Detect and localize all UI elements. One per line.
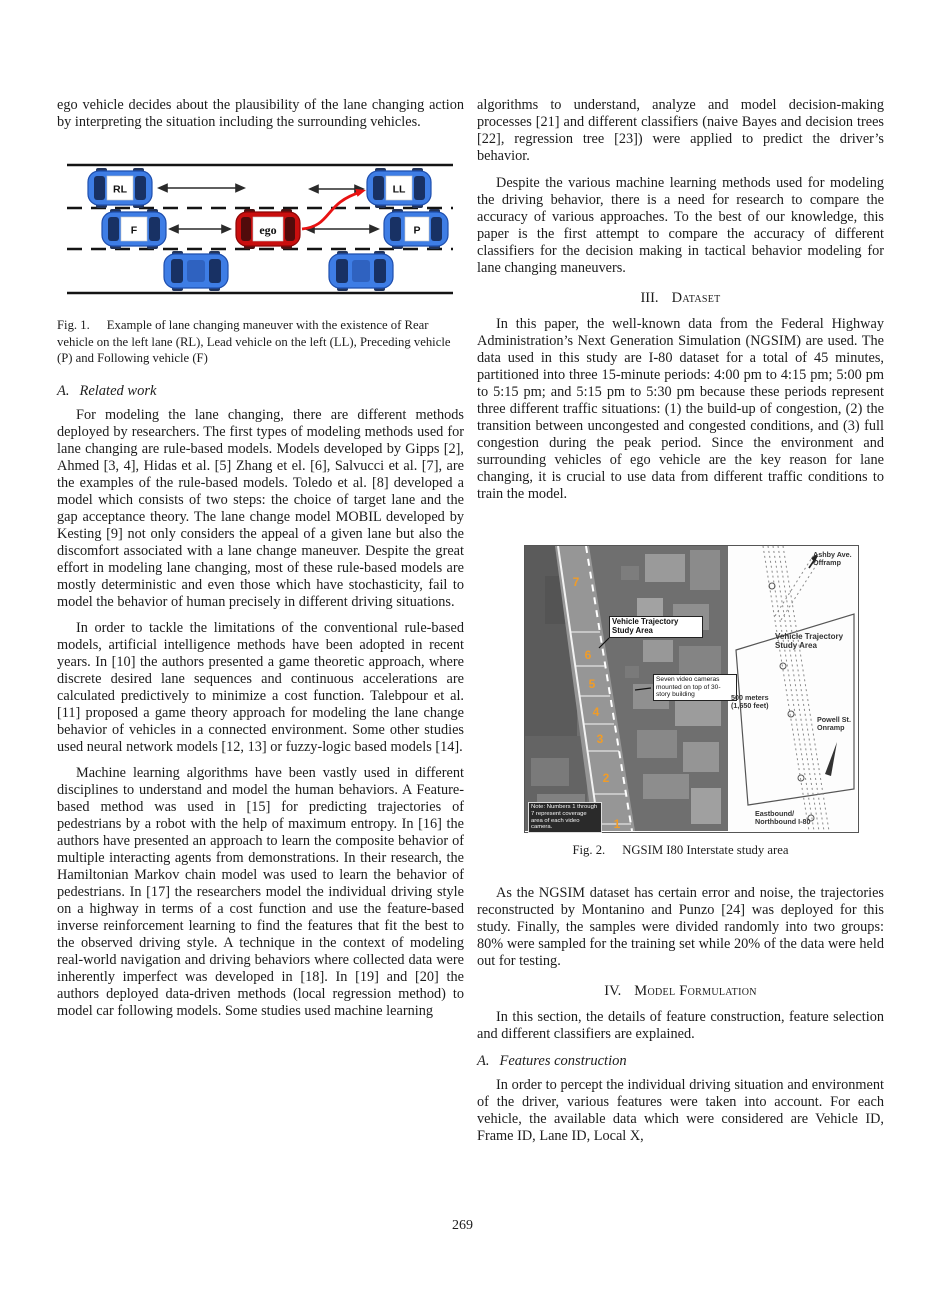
paragraph: In order to tackle the limitations of the conventional rule-based models, artificial intelligence methods have been adopted in recent years. In [10] the authors presented a game theoretic approach, where discrete desired lane sequences and continuous accelerations are calculated predictively to minimize a cost function. Talebpour et al. [11] proposed a game theory approach for modeling the lane change behavior of vehicles in a connected environment. Some other studies used neural network models [12, 13] or fuzzy-logic based models [14]. [57, 619, 464, 755]
section-title: Model Formulation [634, 982, 757, 999]
figure-2-caption [477, 842, 884, 859]
schematic-meters-label: 500 meters (1,650 feet) [731, 693, 769, 711]
camera-number-5: 5 [588, 677, 596, 691]
lane-diagram [64, 158, 456, 300]
car-label-rl: RL [113, 183, 127, 196]
figure-1-caption [57, 317, 464, 367]
paragraph: For modeling the lane changing, there are different methods deployed by researchers. The first types of modeling methods used for lane changing are rule-based models. Models developed by Gipps [2], Ahmed [3, 4], Hidas et al. [5] Zhang et el. [6], Salvucci et al. [7], are the examples of the rule-based models. Toledo et al. [8] developed a model which consists of two steps: the choice of target lane and the gap acceptance theory. The lane change model MOBIL developed by Kesting [9] not only considers the appeal of a given lane but also the discomfort associated with a lane change maneuver. Despite the great effort in modeling lane changing, most of these rule-based models are mostly deterministic and even those which have stochasticity, fail to model the behavior of human precisely in different driving situations. [57, 406, 464, 610]
paragraph: In order to percept the individual driving situation and environment of the driver, various features were taken into account. For each vehicle, the available data which were considered are Vehicle ID, Frame ID, Lane ID, Local X, [477, 1076, 884, 1144]
figure-2-caption-label: Fig. 2. [572, 843, 606, 857]
schematic-study-area-label: Vehicle Trajectory Study Area [775, 632, 844, 651]
subsection-title: Features construction [499, 1052, 627, 1069]
page-number: 269 [452, 1218, 473, 1233]
paragraph: Despite the various machine learning methods used for modeling the driving behavior, there is a need for research to compare the accuracy of various approaches. To the best of our knowledge, this paper is the first attempt to compare the accuracy of different classifiers for the decision making in tactical behavior modeling for lane changing maneuvers. [477, 175, 884, 276]
aerial-cameras-label: Seven video cameras mounted on top of 30-story building [653, 674, 737, 701]
car-label-p: P [413, 224, 421, 237]
camera-number-4: 4 [592, 705, 600, 719]
schematic-eastbound-label: Eastbound/ Northbound I-80 [755, 809, 811, 827]
section-number: III. [640, 290, 659, 306]
figure-1-lane-change-diagram [64, 158, 456, 305]
subsection-heading-features-construction [477, 1053, 884, 1070]
car-unlabeled-2 [329, 251, 393, 291]
schematic-powell-label: Powell St. Onramp [817, 715, 851, 733]
paragraph: As the NGSIM dataset has certain error and noise, the trajectories reconstructed by Montanino and Punzo [24] was deployed for this study. Finally, the samples were divided randomly into two groups: 80% were sampled for the training set while 20% of the data were held out for testing. [477, 884, 884, 969]
car-unlabeled-1 [164, 251, 228, 291]
paragraph: algorithms to understand, analyze and model decision-making processes [21] and different classifiers (naive Bayes and decision trees [22], regression tree [23]) were applied to predict the driver’s behavior. [477, 97, 884, 164]
subsection-label: A. [57, 382, 70, 399]
car-following [102, 209, 166, 249]
paragraph: In this paper, the well-known data from the Federal Highway Administration’s Next Generation Simulation (NGSIM) are used. The data used in this study are I-80 dataset for a total of 45 minutes, partitioned into three 15-minute periods: 4:00 pm to 4:15 pm; 5:00 pm to 5:15 pm; and 5:15 pm to 5:30 pm because these periods represent three different traffic situations: (1) the build-up of congestion, (2) the transition between uncongested and congested conditions, and (3) full congestion during the peak period. Since the environment and surrounding vehicles of ego vehicle are the key reason for lane changing, it is crucial to use data from different traffic conditions to train the model. [477, 316, 884, 502]
car-lead-left [367, 168, 431, 208]
subsection-heading-related-work [57, 383, 464, 400]
car-label-ego: ego [259, 223, 277, 237]
schematic-ashby-label: Ashby Ave. Offramp [813, 550, 852, 568]
left-column [57, 97, 464, 1027]
subsection-title: Related work [79, 382, 157, 399]
camera-number-7: 7 [572, 575, 580, 589]
paragraph: In this section, the details of feature construction, feature selection and different classifiers are explained. [477, 1008, 884, 1042]
section-heading-dataset [477, 290, 884, 307]
camera-number-1: 1 [613, 817, 621, 831]
figure-1-caption-text: Example of lane changing maneuver with the existence of Rear vehicle on the left lane (RL), Lead vehicle on the left (LL), Preceding vehicle (P) and Following vehicle (F) [57, 318, 451, 365]
car-preceding [384, 209, 448, 249]
right-column [477, 97, 884, 1152]
paragraph: Machine learning algorithms have been vastly used in different disciplines to understand and model the human behaviors. A Feature-based method was used in [15] for predicting trajectories of pedestrians by a robot with the help of maximum entropy. In [16] the authors have presented an approach to learn the composite behavior of multiple interacting agents from demonstrations. In their research, the Hamiltonian Markov chain model was used to learn the behavior of pedestrians. In [17] the researchers model the individual driving style on a highway in terms of a cost function and use the feature-based inverse reinforcement learning to find the features that fit the best to the observed driving style. A technique in the context of modeling real-world navigation and driving behaviors where collected data were inherently imperfect was developed in [18]. In [19] and [20] the authors deployed data-driven methods (local regression method) to model car following models. Some studies used machine learning [57, 764, 464, 1019]
camera-number-6: 6 [584, 648, 592, 662]
camera-number-2: 2 [602, 771, 610, 785]
subsection-label: A. [477, 1052, 490, 1069]
aerial-note-label: Note: Numbers 1 through 7 represent coverage area of each video camera. [528, 802, 602, 833]
section-title: Dataset [671, 290, 721, 306]
car-ego [236, 209, 300, 249]
car-label-ll: LL [392, 183, 406, 196]
camera-number-3: 3 [596, 732, 604, 746]
section-number: IV. [604, 982, 622, 999]
figure-1-caption-label: Fig. 1. [57, 318, 90, 332]
paragraph: ego vehicle decides about the plausibility of the lane changing action by interpreting the situation including the surrounding vehicles. [57, 97, 464, 130]
aerial-study-area-label: Vehicle Trajectory Study Area [609, 616, 703, 638]
car-label-f: F [130, 224, 138, 237]
figure-2-ngsim-map [524, 545, 859, 833]
car-rear-left [88, 168, 152, 208]
figure-2-caption-text: NGSIM I80 Interstate study area [622, 843, 789, 857]
section-heading-model-formulation [477, 983, 884, 1000]
